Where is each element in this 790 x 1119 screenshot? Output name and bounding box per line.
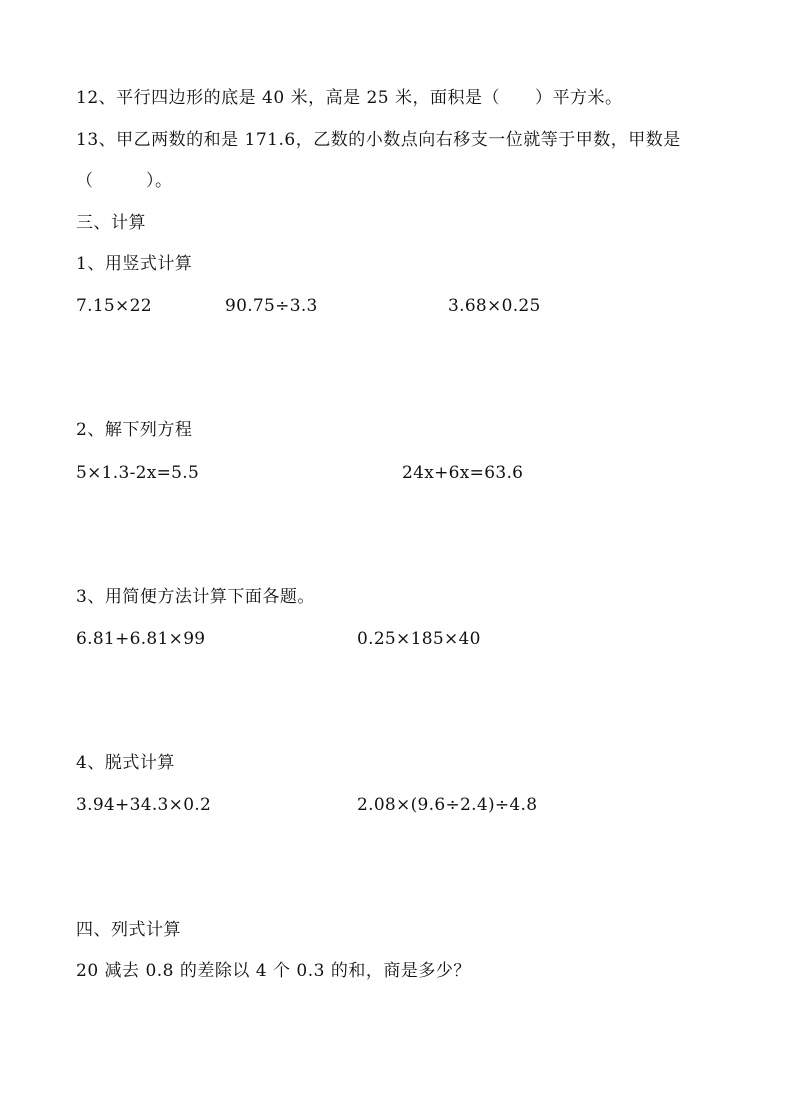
simplify-item-1: 6.81+6.81×99 — [76, 629, 206, 649]
part-4-heading: 4、脱式计算 — [76, 753, 175, 773]
equation-item-1: 5×1.3-2x=5.5 — [76, 463, 200, 483]
section-4-title: 四、列式计算 — [76, 920, 181, 940]
step-calc-item-2: 2.08×(9.6÷2.4)÷4.8 — [357, 795, 538, 815]
question-12: 12、平行四边形的底是 40 米，高是 25 米，面积是（ ）平方米。 — [76, 88, 623, 108]
vertical-calc-item-1: 7.15×22 — [76, 296, 152, 316]
part-2-heading: 2、解下列方程 — [76, 420, 193, 440]
equation-item-2: 24x+6x=63.6 — [402, 463, 524, 483]
vertical-calc-item-3: 3.68×0.25 — [448, 296, 541, 316]
question-13-line-1: 13、甲乙两数的和是 171.6，乙数的小数点向右移支一位就等于甲数，甲数是 — [76, 130, 681, 150]
section-3-title: 三、计算 — [76, 213, 146, 233]
part-3-heading: 3、用简便方法计算下面各题。 — [76, 587, 315, 607]
section-4-question: 20 减去 0.8 的差除以 4 个 0.3 的和，商是多少？ — [76, 961, 471, 981]
vertical-calc-item-2: 90.75÷3.3 — [225, 296, 318, 316]
question-13-line-2: （ ）。 — [76, 171, 173, 191]
simplify-item-2: 0.25×185×40 — [357, 629, 481, 649]
step-calc-item-1: 3.94+34.3×0.2 — [76, 795, 212, 815]
part-1-heading: 1、用竖式计算 — [76, 254, 193, 274]
